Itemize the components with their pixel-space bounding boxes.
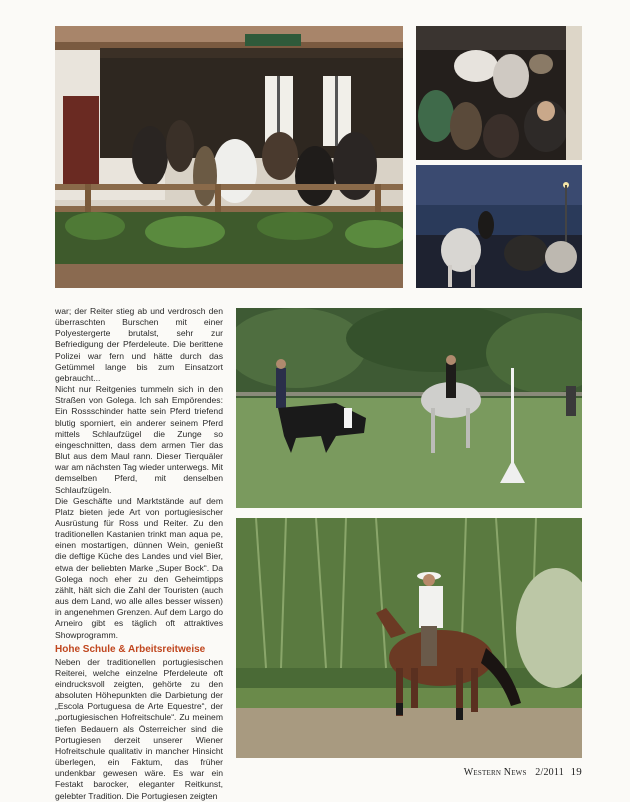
photo-bay-horse-rider xyxy=(236,518,582,758)
paragraph: Die Geschäfte und Marktstände auf dem Platz bieten jede Art von portugiesischer Ausrüstung für Ross und Reiter. Zu den traditionellen Kastanien trinkt man aqua pe, einen mostartigen, dünnen Wein, genießt die deftige Küche des Landes und viel Bier, etwa der beliebten Marke „Super Bock“. Da Golega noch eher zu den Geheimtipps zählt, hält sich die Zahl der Touristen (auch aus dem Land, wo alle alles besser wissen) in angenehmen Grenzen. Auf dem Largo do Arneiro gibt es täglich oft attraktives Showprogramm. xyxy=(55,495,223,640)
magazine-name: Western News xyxy=(463,767,527,778)
issue-number: 2/2011 xyxy=(535,767,564,778)
section-heading: Hohe Schule & Arbeitsreitweise xyxy=(55,643,206,655)
page-footer xyxy=(464,766,582,778)
paragraph: Neben der traditionellen portugiesischen Reiterei, welche einzelne Pferdeleute oft eindrucksvoll zeigten, gehörte zu den absoluten Höhepunkten die Darbietung der „Escola Portuguesa de Arte Equestre“, der „portugiesischen Hofreitschule“. Zu meinem tiefen Bedauern als Österreicher sind die Portugiesen derzeit unserer Wiener Hofreitschule qualitativ in mancher Hinsicht überlegen, ein Faktum, das früher undenkbar gewesen wäre. Es war ein Festakt barocker, eleganter Reitkunst, gelebter Tradition. Die Portugiesen zeigten xyxy=(55,656,223,801)
photo-stable-crowd xyxy=(55,26,403,288)
photo-arena-bull-target xyxy=(236,308,582,508)
paragraph: war; der Reiter stieg ab und verdrosch den überraschten Burschen mit einer Polyestergerte brutalst, sehr zur Befriedigung der Pferdeleute. Die berittene Polizei war fern und hätte durch das Getümmel lange bis zum Einsatzort gebraucht... xyxy=(55,306,223,383)
paragraph: Nicht nur Reitgenies tummeln sich in den Straßen von Golega. Ich sah Empörendes: Ein Rossschinder hatte sein Pferd triefend blutig sporniert, ein anderer seinem Pferd mittels Schlaufzügel die Zunge so eingeschnitten, dass dem armen Tier das Blut aus dem Maul rann. Dieser Tierquäler war am nächsten Tag wieder unterwegs. Mit demselben Pferd, mit denselben Schlaufzügeln. xyxy=(55,384,223,495)
photo-night-crowd xyxy=(416,26,582,160)
article-text-column xyxy=(55,306,223,802)
photo-dusk-rider xyxy=(416,165,582,288)
page-number: 19 xyxy=(570,766,582,778)
